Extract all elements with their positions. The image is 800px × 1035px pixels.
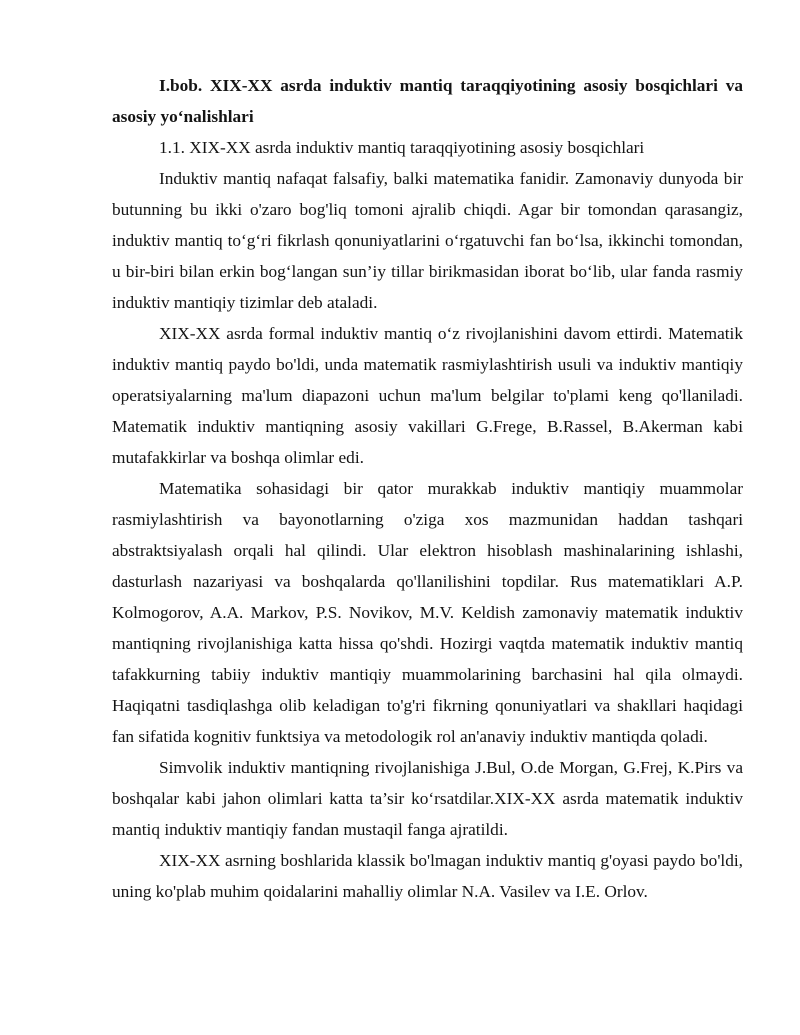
- paragraph-4: Simvolik induktiv mantiqning rivojlanishiga J.Bul, O.de Morgan, G.Frej, K.Pirs va boshqalar kabi jahon olimlari katta ta’sir ko‘rsatdilar.XIX-XX asrda matematik induktiv mantiq induktiv mantiqiy fandan mustaqil fanga ajratildi.: [112, 758, 743, 839]
- paragraph-2: XIX-XX asrda formal induktiv mantiq o‘z rivojlanishini davom ettirdi. Matematik induktiv mantiq paydo bo'ldi, unda matematik rasmiylashtirish usuli va induktiv mantiqiy operatsiyalarning ma'lum diapazoni uchun ma'lum belgilar to'plami keng qo'llaniladi. Matematik induktiv mantiqning asosiy vakillari G.Frege, B.Rassel, B.Akerman kabi mutafakkirlar va boshqa olimlar edi.: [112, 324, 743, 467]
- paragraph-5: XIX-XX asrning boshlarida klassik bo'lmagan induktiv mantiq g'oyasi paydo bo'ldi, uning ko'plab muhim qoidalarini mahalliy olimlar N.A. Vasilev va I.E. Orlov.: [112, 851, 743, 901]
- paragraph-1: Induktiv mantiq nafaqat falsafiy, balki matematika fanidir. Zamonaviy dunyoda bir butunning bu ikki o'zaro bog'liq tomoni ajralib chiqdi. Agar bir tomondan qarasangiz, induktiv mantiq to‘g‘ri fikrlash qonuniyatlarini o‘rgatuvchi fan bo‘lsa, ikkinchi tomondan, u bir-biri bilan erkin bog‘langan sun’iy tillar birikmasidan iborat bo‘lib, ular fanda rasmiy induktiv mantiqiy tizimlar deb ataladi.: [112, 169, 743, 312]
- document-page: [112, 70, 743, 907]
- section-heading: 1.1. XIX-XX asrda induktiv mantiq taraqqiyotining asosiy bosqichlari: [159, 138, 645, 157]
- paragraph-3: Matematika sohasidagi bir qator murakkab induktiv mantiqiy muammolar rasmiylashtirish va bayonotlarning o'ziga xos mazmunidan haddan tashqari abstraktsiyalash orqali hal qilindi. Ular elektron hisoblash mashinalarining ishlashi, dasturlash nazariyasi va boshqalarda qo'llanilishini topdilar. Rus matematiklari A.P. Kolmogorov, A.A. Markov, P.S. Novikov, M.V. Keldish zamonaviy matematik induktiv mantiqning rivojlanishiga katta hissa qo'shdi. Hozirgi vaqtda matematik induktiv mantiq tafakkurning tabiiy induktiv mantiqiy muammolarining barchasini hal qila olmaydi. Haqiqatni tasdiqlashga olib keladigan to'g'ri fikrning qonuniyatlari va shakllari haqidagi fan sifatida kognitiv funktsiya va metodologik rol an'anaviy induktiv mantiqda qoladi.: [112, 479, 743, 746]
- chapter-heading: I.bob. XIX-XX asrda induktiv mantiq taraqqiyotining asosiy bosqichlari va asosiy yo‘nalishlari: [112, 76, 743, 126]
